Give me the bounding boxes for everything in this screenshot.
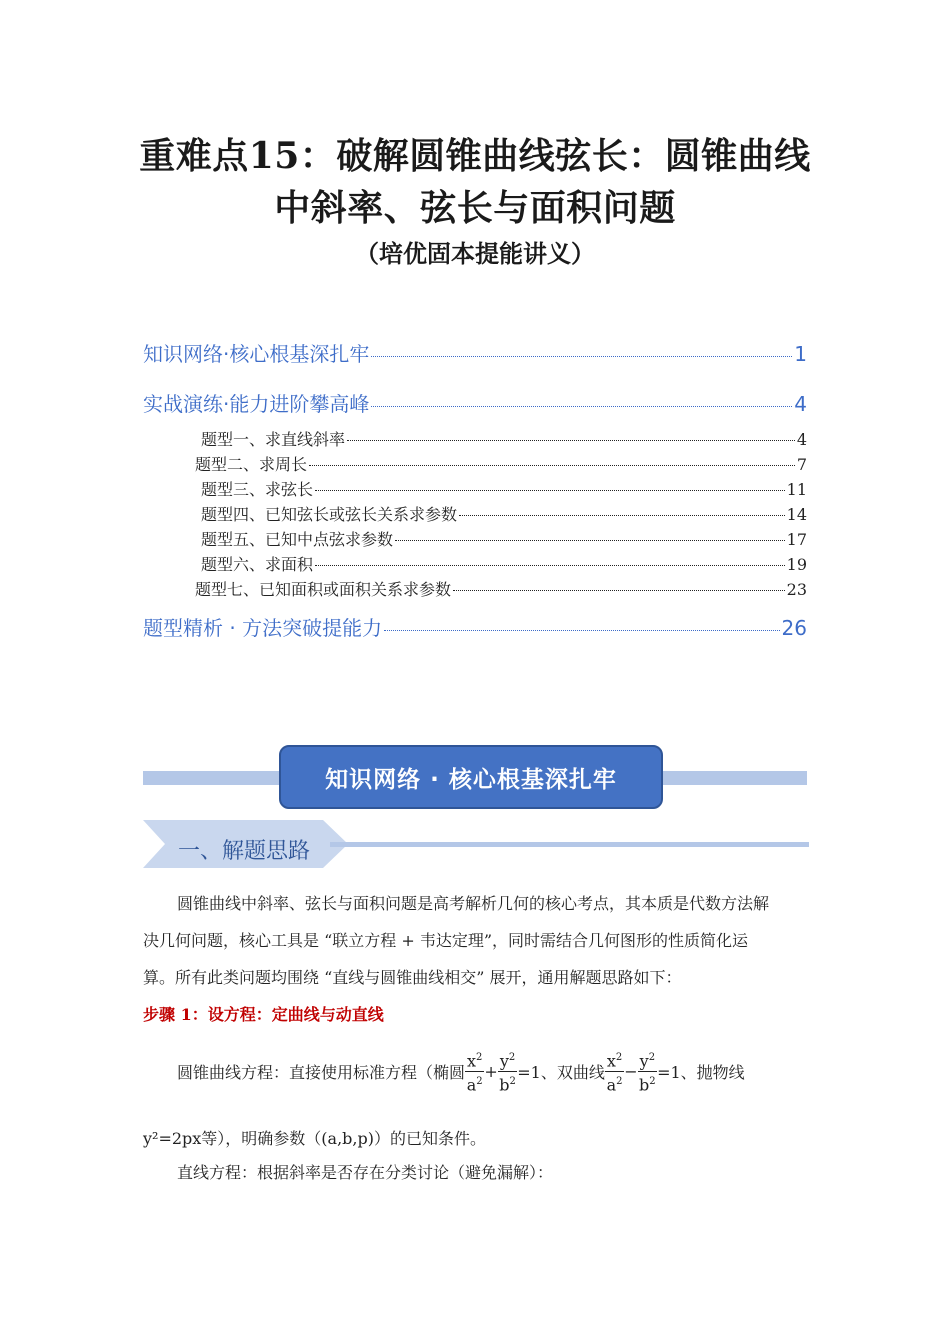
step-heading: 步骤 1：设方程：定曲线与动直线 (143, 1005, 384, 1024)
body-line: 圆锥曲线中斜率、弦长与面积问题是高考解析几何的核心考点，其本质是代数方法解 (177, 894, 770, 913)
toc-entry-label: 题型一、求直线斜率 (201, 430, 346, 449)
toc-sub-entry[interactable] (195, 577, 807, 600)
fraction-y2-b2: $\frac{y^2}{b^2}$ (638, 1048, 657, 1096)
toc-page-number: 14 (786, 505, 807, 524)
page-subtitle: （培优固本提能讲义） (355, 239, 595, 268)
toc-entry-label: 题型七、已知面积或面积关系求参数 (195, 580, 452, 599)
fraction-x2-a2: $\frac{x^2}{a^2}$ (465, 1048, 484, 1096)
toc-leader (371, 356, 792, 357)
toc-leader (371, 406, 792, 407)
toc-leader (453, 590, 785, 591)
toc-sub-entry[interactable] (201, 477, 807, 500)
toc-leader (315, 490, 785, 491)
heading-rule (330, 842, 809, 847)
toc-page-number: 19 (786, 555, 807, 574)
toc-entry-label: 知识网络·核心根基深扎牢 (143, 342, 370, 366)
ellipse-tail: =1、双曲线 (517, 1063, 605, 1083)
toc-leader (315, 565, 785, 566)
fraction-y2-b2: $\frac{y^2}{b^2}$ (498, 1048, 517, 1096)
toc-leader (395, 540, 785, 541)
toc-entry-label: 题型三、求弦长 (201, 480, 314, 499)
toc-entry-label: 题型五、已知中点弦求参数 (201, 530, 394, 549)
toc-entry-label: 题型精析 · 方法突破提能力 (143, 616, 383, 640)
conic-intro: 圆锥曲线方程：直接使用标准方程（椭圆 (177, 1063, 466, 1083)
conic-equation-line: 圆锥曲线方程：直接使用标准方程（椭圆 $\frac{x^2}{a^2}$ + $\frac{y^2}{b^2}$ =1、双曲线 $\frac{x^2}{a^2}$ − $\frac{y^2}{b^2}$ =1、抛物线 (177, 1048, 745, 1096)
toc-entry-knowledge[interactable] (143, 338, 807, 367)
toc-sub-entry[interactable] (201, 552, 807, 575)
toc-leader (384, 630, 779, 631)
page-title-line2: 中斜率、弦长与面积问题 (274, 187, 676, 229)
toc-sub-entry[interactable] (201, 527, 807, 550)
toc-entry-practice[interactable] (143, 388, 807, 417)
toc-sub-entry[interactable] (195, 452, 807, 475)
body-line: 决几何问题，核心工具是 “联立方程 + 韦达定理”，同时需结合几何图形的性质简化运 (143, 931, 749, 950)
toc-page-number: 4 (794, 392, 807, 416)
toc-entry-label: 题型六、求面积 (201, 555, 314, 574)
toc-page-number: 26 (781, 616, 807, 640)
toc-page-number: 11 (786, 480, 807, 499)
line-equation-text: 直线方程：根据斜率是否存在分类讨论（避免漏解）： (177, 1163, 554, 1182)
body-line: 算。所有此类问题均围绕 “直线与圆锥曲线相交” 展开，通用解题思路如下： (143, 968, 682, 987)
toc-sub-entry[interactable] (201, 502, 807, 525)
toc-page-number: 7 (796, 455, 807, 474)
toc-entry-label: 题型二、求周长 (195, 455, 308, 474)
toc-entry-label: 实战演练·能力进阶攀高峰 (143, 392, 370, 416)
toc-page-number: 23 (786, 580, 807, 599)
toc-leader (309, 465, 795, 466)
toc-entry-label: 题型四、已知弦长或弦长关系求参数 (201, 505, 458, 524)
toc-entry-methods[interactable] (143, 612, 807, 641)
toc-page-number: 17 (786, 530, 807, 549)
fraction-x2-a2: $\frac{x^2}{a^2}$ (605, 1048, 624, 1096)
toc-leader (347, 440, 795, 441)
toc-leader (459, 515, 785, 516)
section-heading: 一、解题思路 (178, 839, 311, 864)
hyperbola-tail: =1、抛物线 (657, 1063, 745, 1083)
section-banner: 知识网络 · 核心根基深扎牢 (279, 745, 663, 809)
parabola-line: y²=2px等），明确参数（(a,b,p)）的已知条件。 (143, 1129, 486, 1148)
toc-sub-entry[interactable] (201, 427, 807, 450)
toc-page-number: 1 (794, 342, 807, 366)
toc-page-number: 4 (796, 430, 807, 449)
page-title-line1: 重难点15：破解圆锥曲线弦长：圆锥曲线 (139, 135, 811, 177)
